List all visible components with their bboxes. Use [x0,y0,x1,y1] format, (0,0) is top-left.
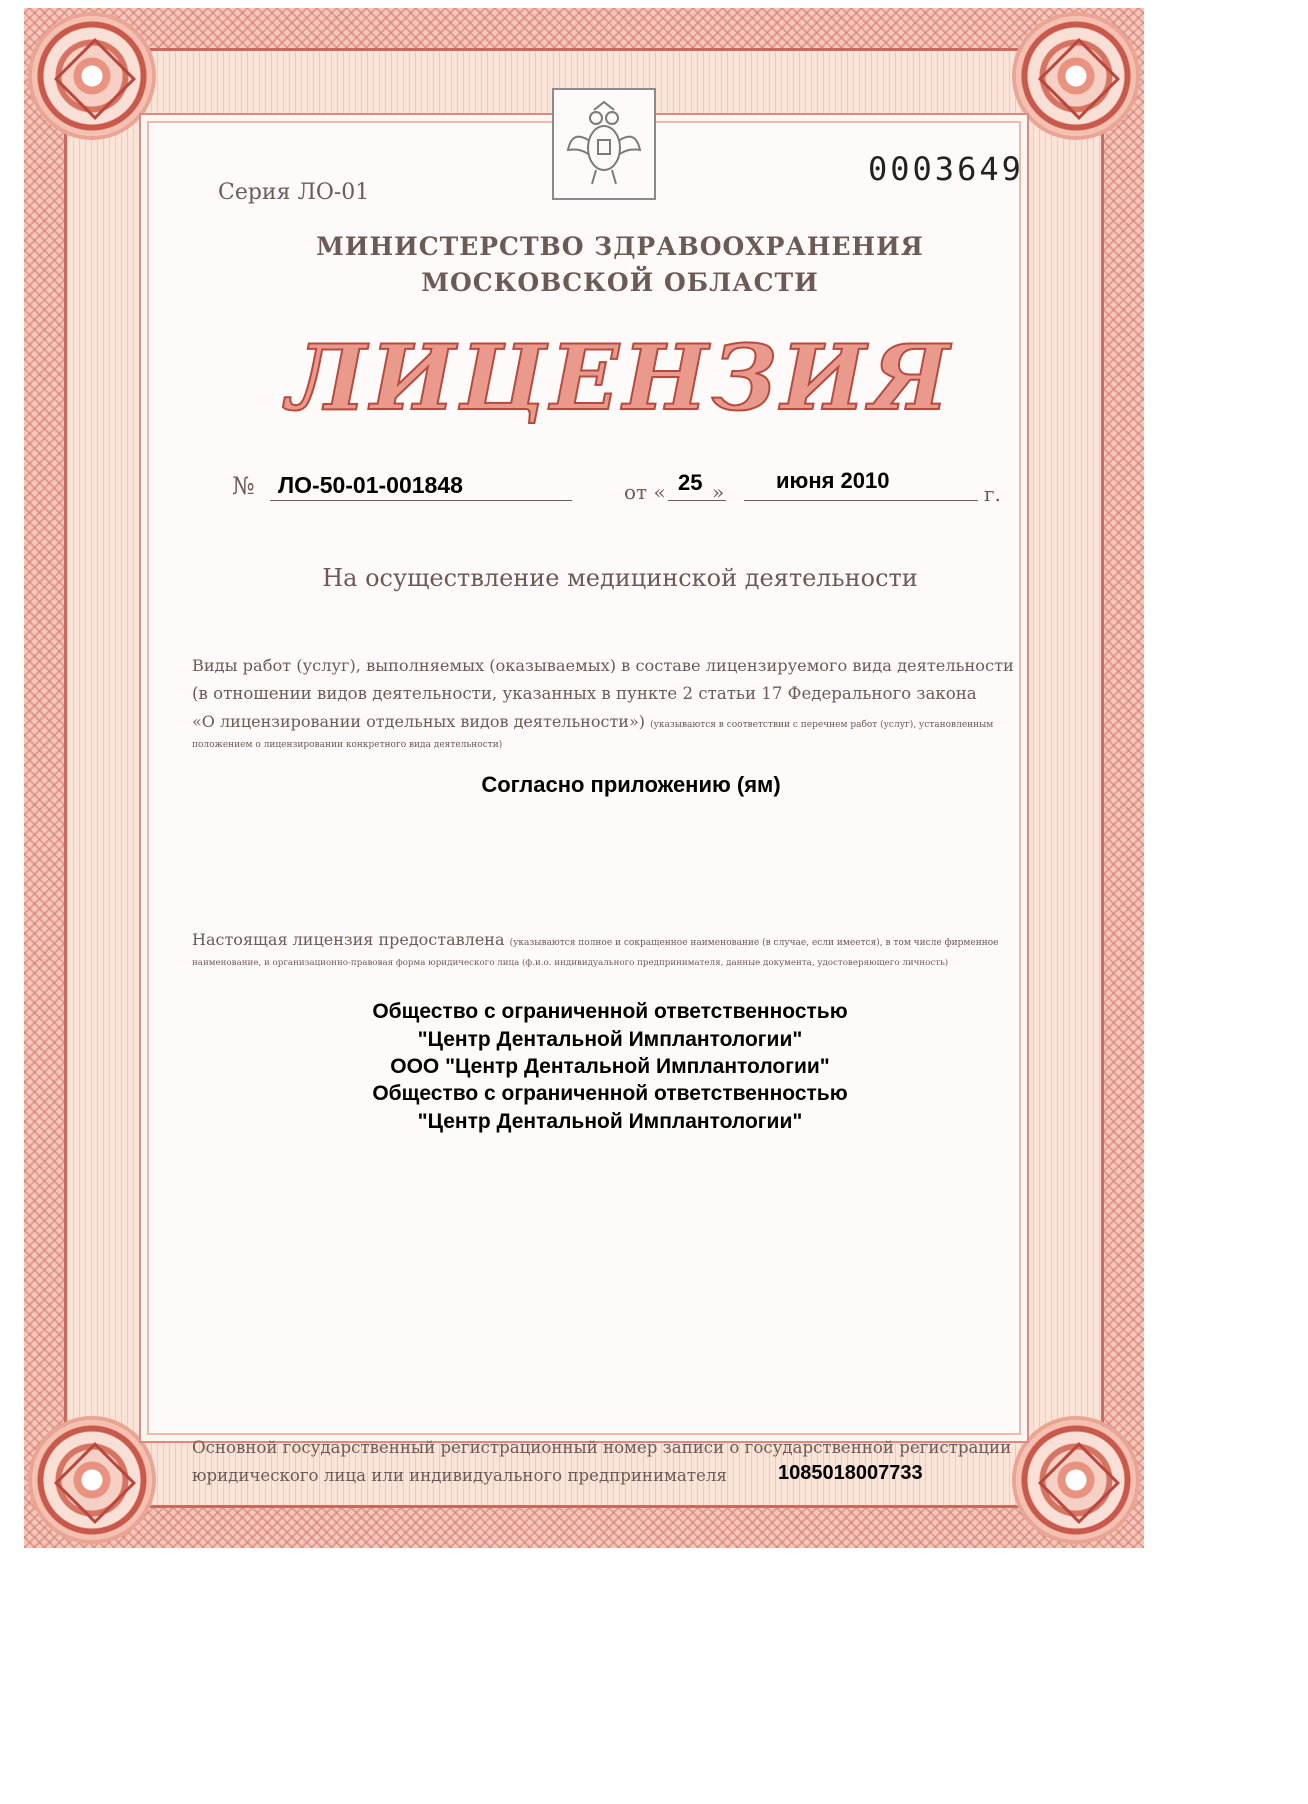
coat-of-arms-emblem [552,88,656,200]
purpose-heading: На осуществление медицинской деятельности [322,564,918,592]
granted-label: Настоящая лицензия предоставлена [192,930,505,949]
number-underline [270,500,572,501]
month-underline [744,500,978,501]
works-line-1: Виды работ (услуг), выполняемых (оказываемых) в составе лицензируемого вида деятельности [192,656,1014,675]
ogrn-value: 1085018007733 [778,1462,923,1484]
works-line-3-text: «О лицензировании отдельных видов деятельности») [192,712,645,731]
org-line-2: "Центр Дентальной Имплантологии" [417,1028,803,1051]
date-from-label: от « [624,480,666,504]
serial-number: 0003649 [868,150,1024,188]
rosette-top-left [32,16,152,136]
ministry-line-1: МИНИСТЕРСТВО ЗДРАВООХРАНЕНИЯ [316,232,924,261]
works-line-2: (в отношении видов деятельности, указанных в пункте 2 статьи 17 Федерального закона [192,684,977,703]
date-close-quote: » [712,480,725,504]
granted-note-inline: (указываются полное и сокращенное наименование (в случае, если имеется), в том числе фирменное [509,938,999,948]
eagle-icon [554,90,654,198]
granted-line-1 [192,930,998,949]
date-year-suffix: г. [984,482,1001,506]
number-label: № [232,472,255,500]
license-number: ЛО-50-01-001848 [278,472,463,498]
document-title: ЛИЦЕНЗИЯ [286,325,954,431]
org-line-4: Общество с ограниченной ответственностью [372,1082,848,1105]
org-line-1: Общество с ограниченной ответственностью [372,1000,848,1023]
date-day: 25 [678,470,703,495]
granted-note-line-2: наименование, и организационно-правовая форма юридического лица (ф.и.о. индивидуального предпринимателя, данные документа, удостоверяющего личность) [192,958,949,968]
works-note-line-2: положением о лицензировании конкретного вида деятельности) [192,740,503,750]
ministry-line-2: МОСКОВСКОЙ ОБЛАСТИ [421,268,819,297]
series-label: Серия ЛО-01 [218,180,370,205]
ogrn-line-2: юридического лица или индивидуального предпринимателя [192,1466,727,1485]
org-line-5: "Центр Дентальной Имплантологии" [417,1110,803,1133]
ogrn-line-1: Основной государственный регистрационный номер записи о государственной регистрации [192,1438,1012,1457]
rosette-top-right [1016,16,1136,136]
works-value: Согласно приложению (ям) [481,772,781,797]
rosette-bottom-left [32,1420,152,1540]
works-line-3 [192,712,993,731]
works-note-inline: (указываются в соответствии с перечнем работ (услуг), установленным [650,720,994,730]
date-month-year: июня 2010 [776,468,890,493]
org-line-3: ООО "Центр Дентальной Имплантологии" [390,1055,830,1078]
rosette-bottom-right [1016,1420,1136,1540]
